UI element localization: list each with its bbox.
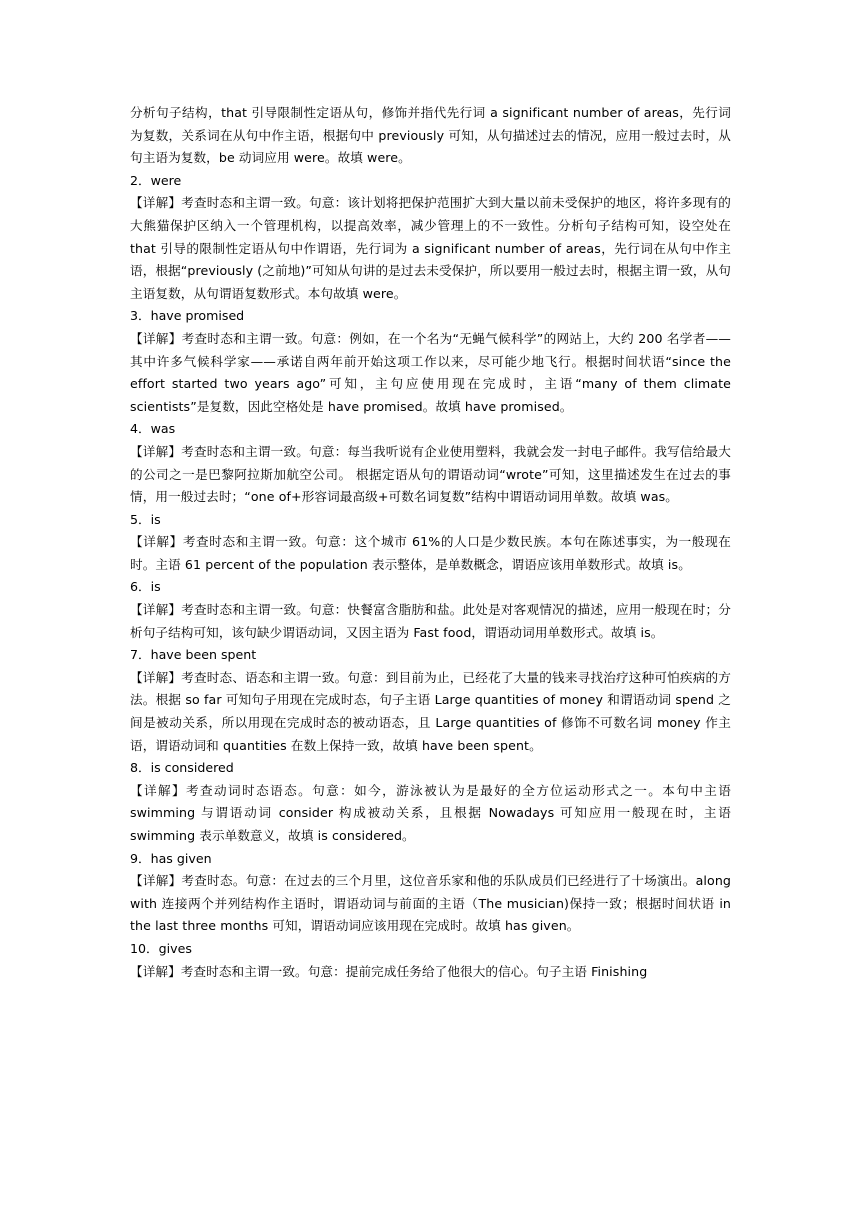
document-page <box>130 102 731 983</box>
answer-line: 10．gives <box>130 940 192 956</box>
explanation-paragraph: 【详解】考查时态。句意：在过去的三个月里，这位音乐家和他的乐队成员们已经进行了十场演出。along with 连接两个并列结构作主语时，谓语动词与前面的主语（The musician)保持一致；根据时间状语 in the last three months 可知，谓语动词应该用现在完成时。故填 has given。 <box>130 873 731 934</box>
answer-line: 6．is <box>130 579 161 595</box>
explanation-paragraph: 【详解】考查时态和主谓一致。句意：这个城市 61%的人口是少数民族。本句在陈述事实，为一般现在时。主语 61 percent of the population 表示整体，是单数概念，谓语应该用单数形式。故填 is。 <box>130 534 731 572</box>
explanation-paragraph: 【详解】考查动词时态语态。句意：如今，游泳被认为是最好的全方位运动形式之一。本句中主语 swimming 与谓语动词 consider 构成被动关系，且根据 Nowadays 可知应用一般现在时，主语 swimming 表示单数意义，故填 is considered。 <box>130 782 731 843</box>
explanation-paragraph: 【详解】考查时态和主谓一致。句意：快餐富含脂肪和盐。此处是对客观情况的描述，应用一般现在时；分析句子结构可知，该句缺少谓语动词，又因主语为 Fast food，谓语动词用单数形式。故填 is。 <box>130 602 731 640</box>
explanation-paragraph: 【详解】考查时态和主谓一致。句意：提前完成任务给了他很大的信心。句子主语 Finishing <box>130 963 648 979</box>
answer-line: 7．have been spent <box>130 647 257 663</box>
explanation-paragraph: 【详解】考查时态和主谓一致。句意：每当我听说有企业使用塑料，我就会发一封电子邮件。我写信给最大的公司之一是巴黎阿拉斯加航空公司。 根据定语从句的谓语动词“wrote”可知，这里描述发生在过去的事情，用一般过去时；“one of+形容词最高级+可数名词复数”结构中谓语动词用单数。故填 was。 <box>130 443 731 505</box>
explanation-paragraph: 【详解】考查时态和主谓一致。句意：例如，在一个名为“无蝇气候科学”的网站上，大约 200 名学者——其中许多气候科学家——承诺自两年前开始这项工作以来，尽可能少地飞行。根据时间状语“since the effort started two years ago”可知，主句应使用现在完成时，主语“many of them climate scientists”是复数，因此空格处是 have promised。故填 have promised。 <box>130 330 731 414</box>
answer-line: 4．was <box>130 421 176 437</box>
explanation-paragraph: 【详解】考查时态和主谓一致。句意：该计划将把保护范围扩大到大量以前未受保护的地区，将许多现有的大熊猫保护区纳入一个管理机构，以提高效率，减少管理上的不一致性。分析句子结构可知，设空处在 that 引导的限制性定语从句中作谓语，先行词为 a significant number of areas，先行词在从句中作主语，根据“previously (之前地)”可知从句讲的是过去未受保护，所以要用一般过去时，根据主谓一致，从句主语复数，从句谓语复数形式。本句故填 were。 <box>130 195 731 301</box>
answer-line: 2．were <box>130 172 182 188</box>
answer-line: 5．is <box>130 511 161 527</box>
answer-line: 8．is considered <box>130 760 234 776</box>
answer-line: 9．has given <box>130 850 212 866</box>
answer-line: 3．have promised <box>130 308 245 324</box>
answer-list <box>130 170 731 983</box>
explanation-paragraph: 【详解】考查时态、语态和主谓一致。句意：到目前为止，已经花了大量的钱来寻找治疗这种可怕疾病的方法。根据 so far 可知句子用现在完成时态，句子主语 Large quantities of money 和谓语动词 spend 之间是被动关系，所以用现在完成时态的被动语态，且 Large quantities of 修饰不可数名词 money 作主语，谓语动词和 quantities 在数上保持一致，故填 have been spent。 <box>130 669 731 753</box>
intro-paragraph: 分析句子结构，that 引导限制性定语从句，修饰并指代先行词 a significant number of areas，先行词为复数，关系词在从句中作主语，根据句中 previously 可知，从句描述过去的情况，应用一般过去时，从句主语为复数，be 动词应用 were。故填 were。 <box>130 105 731 166</box>
